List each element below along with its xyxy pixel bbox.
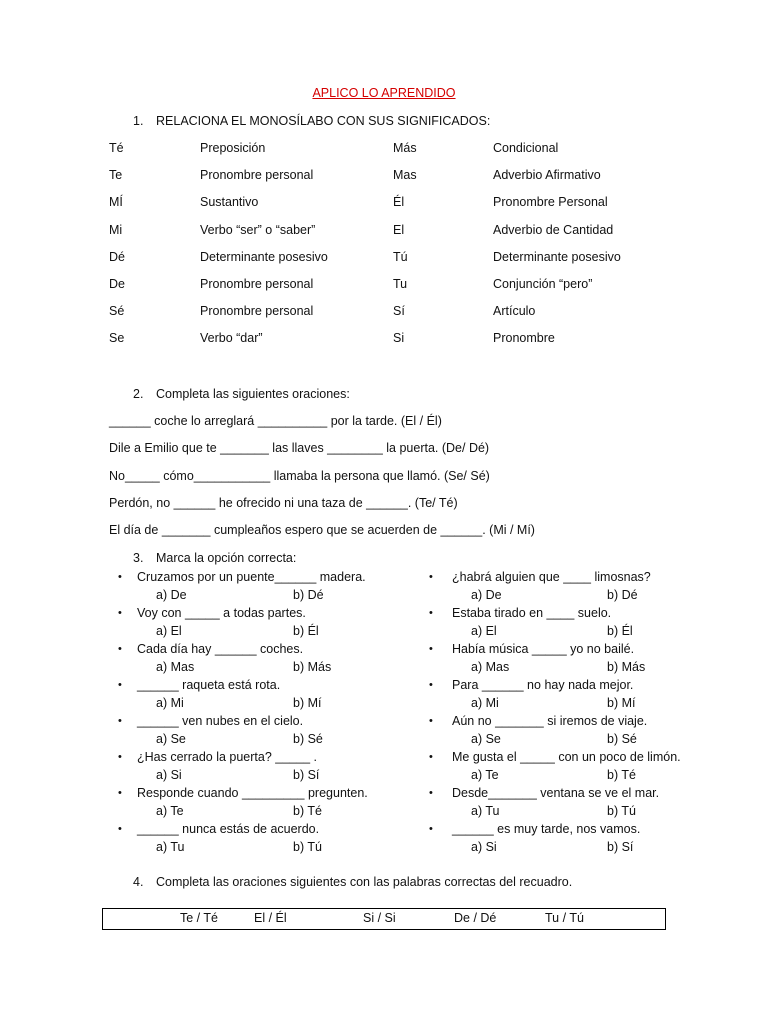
table-cell-meaning-2: Artículo (493, 304, 536, 319)
word-box-option: Si / Si (363, 911, 396, 925)
sentence-line: Dile a Emilio que te _______ las llaves ________ la puerta. (De/ Dé) (109, 441, 490, 455)
page-title: APLICO LO APRENDIDO (312, 86, 456, 100)
section-3-heading: Marca la opción correcta: (156, 551, 297, 565)
bullet-icon: • (118, 607, 122, 619)
option-b[interactable]: b) Té (293, 804, 322, 818)
table-cell-meaning-2: Pronombre (493, 331, 555, 346)
question-text: Me gusta el _____ con un poco de limón. (452, 750, 681, 764)
option-a[interactable]: a) El (471, 624, 497, 638)
table-cell-meaning-2: Adverbio de Cantidad (493, 222, 614, 237)
table-cell-meaning-1: Pronombre personal (200, 277, 314, 291)
word-box-option: De / Dé (454, 911, 497, 925)
table-cell-monosyllable-2: Él (393, 195, 405, 210)
bullet-icon: • (118, 571, 122, 583)
bullet-icon: • (429, 823, 433, 835)
section-2-heading: Completa las siguientes oraciones: (156, 387, 350, 401)
table-cell-monosyllable-2: El (393, 222, 405, 237)
section-1-heading: RELACIONA EL MONOSÍLABO CON SUS SIGNIFICADOS: (156, 114, 491, 128)
table-cell-monosyllable-1: Dé (109, 249, 125, 264)
option-a[interactable]: a) Si (156, 768, 182, 782)
option-b[interactable]: b) Sé (293, 732, 323, 746)
table-cell-meaning-1: Pronombre personal (200, 304, 314, 319)
section-4-number: 4. (133, 875, 144, 889)
table-cell-monosyllable-2: Tu (393, 277, 408, 291)
bullet-icon: • (429, 679, 433, 691)
question-text: ______ es muy tarde, nos vamos. (452, 822, 641, 836)
bullet-icon: • (429, 715, 433, 727)
sentence-line: No_____ cómo___________ llamaba la persona que llamó. (Se/ Sé) (109, 469, 490, 483)
option-a[interactable]: a) Tu (156, 840, 185, 854)
table-cell-monosyllable-2: Mas (393, 168, 417, 183)
word-box-option: El / Él (254, 911, 287, 925)
table-cell-monosyllable-1: Se (109, 331, 125, 346)
question-text: Para ______ no hay nada mejor. (452, 678, 634, 692)
question-text: Cada día hay ______ coches. (137, 642, 304, 656)
option-a[interactable]: a) Se (471, 732, 501, 746)
table-cell-monosyllable-2: Más (393, 141, 417, 155)
bullet-icon: • (118, 823, 122, 835)
option-a[interactable]: a) Te (471, 768, 499, 782)
table-cell-monosyllable-2: Si (393, 331, 405, 346)
question-text: Responde cuando _________ pregunten. (137, 786, 368, 800)
option-b[interactable]: b) Él (607, 624, 633, 638)
option-b[interactable]: b) Él (293, 624, 319, 638)
question-text: Había música _____ yo no bailé. (452, 642, 635, 656)
option-b[interactable]: b) Tú (293, 840, 322, 854)
option-a[interactable]: a) Si (471, 840, 497, 854)
option-a[interactable]: a) Mi (471, 696, 499, 710)
option-a[interactable]: a) Te (156, 804, 184, 818)
question-text: ______ ven nubes en el cielo. (137, 714, 304, 728)
table-cell-meaning-1: Pronombre personal (200, 168, 314, 183)
section-4-heading: Completa las oraciones siguientes con las palabras correctas del recuadro. (156, 875, 573, 889)
option-b[interactable]: b) Más (293, 660, 332, 674)
question-text: Desde_______ ventana se ve el mar. (452, 786, 660, 800)
table-cell-monosyllable-1: Te (109, 168, 123, 183)
sentence-line: El día de _______ cumpleaños espero que se acuerden de ______. (Mi / Mí) (109, 523, 535, 537)
option-a[interactable]: a) De (156, 588, 187, 602)
table-cell-monosyllable-1: MÍ (109, 195, 123, 210)
table-cell-meaning-1: Sustantivo (200, 195, 259, 210)
option-b[interactable]: b) Sí (293, 768, 320, 782)
bullet-icon: • (429, 607, 433, 619)
table-cell-meaning-1: Verbo “dar” (200, 331, 263, 346)
word-box-option: Tu / Tú (545, 911, 584, 925)
table-cell-meaning-1: Determinante posesivo (200, 249, 328, 264)
option-b[interactable]: b) Sí (607, 840, 634, 854)
table-cell-meaning-2: Condicional (493, 141, 559, 155)
table-cell-monosyllable-1: Mi (109, 222, 123, 237)
table-cell-monosyllable-1: Sé (109, 304, 125, 319)
table-cell-monosyllable-1: Té (109, 141, 124, 155)
question-text: ¿Has cerrado la puerta? _____ . (137, 750, 317, 764)
section-2-number: 2. (133, 387, 144, 401)
table-cell-meaning-2: Determinante posesivo (493, 249, 621, 264)
bullet-icon: • (429, 751, 433, 763)
sentence-line: Perdón, no ______ he ofrecido ni una taza de ______. (Te/ Té) (109, 496, 458, 510)
question-text: ¿habrá alguien que ____ limosnas? (452, 570, 651, 584)
table-cell-monosyllable-2: Tú (393, 249, 408, 264)
table-cell-meaning-2: Adverbio Afirmativo (493, 168, 601, 183)
table-cell-meaning-2: Pronombre Personal (493, 195, 608, 210)
option-a[interactable]: a) Se (156, 732, 186, 746)
section-3-number: 3. (133, 551, 144, 565)
table-cell-monosyllable-2: Sí (393, 304, 405, 319)
option-b[interactable]: b) Tú (607, 804, 636, 818)
option-a[interactable]: a) El (156, 624, 182, 638)
question-text: ______ raqueta está rota. (137, 678, 281, 692)
table-cell-meaning-1: Preposición (200, 141, 266, 155)
option-b[interactable]: b) Dé (293, 588, 324, 602)
bullet-icon: • (118, 751, 122, 763)
option-a[interactable]: a) Mas (471, 660, 510, 674)
table-cell-monosyllable-1: De (109, 277, 125, 291)
question-text: Estaba tirado en ____ suelo. (452, 606, 612, 620)
section-1-number: 1. (133, 114, 144, 128)
option-b[interactable]: b) Mí (293, 696, 322, 710)
word-box-option: Te / Té (180, 911, 218, 925)
option-b[interactable]: b) Dé (607, 588, 638, 602)
question-text: Aún no _______ si iremos de viaje. (452, 714, 648, 728)
table-cell-meaning-1: Verbo “ser” o “saber” (200, 222, 316, 237)
bullet-icon: • (118, 679, 122, 691)
bullet-icon: • (118, 715, 122, 727)
sentence-line: ______ coche lo arreglará __________ por la tarde. (El / Él) (109, 414, 442, 428)
bullet-icon: • (429, 571, 433, 583)
option-a[interactable]: a) Tu (471, 804, 500, 818)
question-text: Cruzamos por un puente______ madera. (137, 570, 366, 584)
table-cell-meaning-2: Conjunción “pero” (493, 277, 593, 291)
bullet-icon: • (429, 787, 433, 799)
question-text: ______ nunca estás de acuerdo. (137, 822, 320, 836)
option-a[interactable]: a) De (471, 588, 502, 602)
option-b[interactable]: b) Sé (607, 732, 637, 746)
bullet-icon: • (429, 643, 433, 655)
question-text: Voy con _____ a todas partes. (137, 606, 306, 620)
option-b[interactable]: b) Té (607, 768, 636, 782)
bullet-icon: • (118, 643, 122, 655)
option-a[interactable]: a) Mi (156, 696, 184, 710)
option-b[interactable]: b) Más (607, 660, 646, 674)
bullet-icon: • (118, 787, 122, 799)
option-b[interactable]: b) Mí (607, 696, 636, 710)
option-a[interactable]: a) Mas (156, 660, 195, 674)
